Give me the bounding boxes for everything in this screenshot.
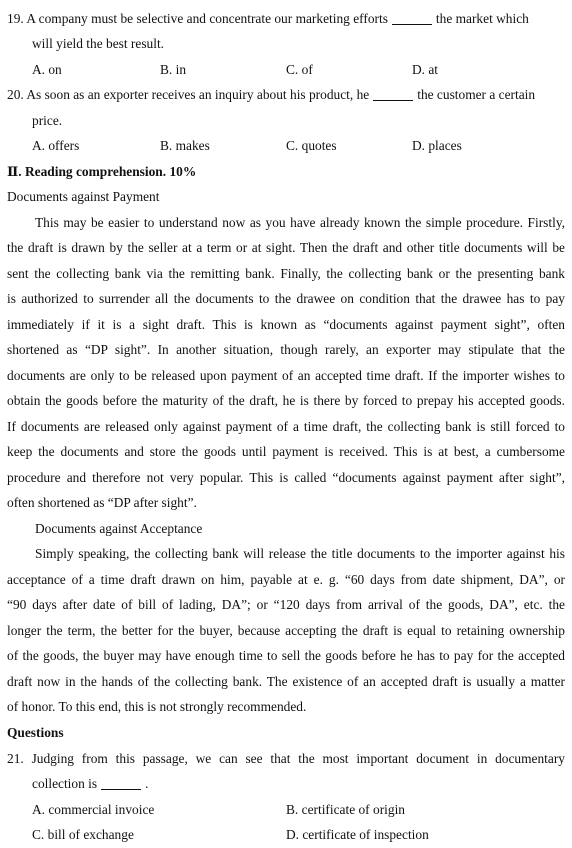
question-number: 19. — [7, 11, 24, 26]
option-c: C. bill of exchange — [32, 827, 134, 842]
paragraph-1-line: documents are only to be released upon payment of an accepted time draft. If the importer wishes to — [7, 368, 565, 383]
paragraph-1-line: keep the documents and store the goods until payment is received. This is at best, a cumbersome — [7, 444, 565, 459]
question-stem: A company must be selective and concentrate our marketing efforts — [26, 11, 388, 26]
option-c: C. of — [286, 62, 313, 77]
option-a: A. on — [32, 62, 62, 77]
answer-blank — [392, 10, 432, 25]
section-heading: Ⅱ. Reading comprehension. 10% — [7, 164, 197, 179]
option-b: B. makes — [160, 138, 210, 153]
question-stem: the customer a certain — [417, 87, 536, 102]
paragraph-2-line: Simply speaking, the collecting bank will release the title documents to the importer against his — [35, 546, 565, 561]
paragraph-1-line: immediately if it is a sight draft. This is known as “documents against payment sight”, often — [7, 317, 565, 332]
question-21-line-1 — [7, 746, 565, 772]
questions-heading: Questions — [7, 725, 64, 740]
question-stem: As soon as an exporter receives an inquiry about his product, he — [26, 87, 370, 102]
question-20-line-2: price. — [32, 113, 63, 128]
paragraph-2-line: of honor. To this end, this is not strongly recommended. — [7, 699, 307, 714]
question-19-line-2: will yield the best result. — [32, 36, 165, 51]
answer-blank — [373, 86, 413, 101]
paragraph-1-line: procedure and therefore not very popular. This is called “documents against payment after sight”, — [7, 470, 565, 485]
option-b: B. certificate of origin — [286, 802, 405, 817]
paragraph-1-line: obtain the goods before the maturity of the draft, he is there by forced to prepay his accepted goods. — [7, 393, 565, 408]
question-stem: the market which — [435, 11, 529, 26]
option-c: C. quotes — [286, 138, 337, 153]
question-number: 21. — [7, 751, 24, 766]
paragraph-1-line: the draft is drawn by the seller at a term or at sight. Then the draft and other title documents will be — [7, 240, 565, 255]
option-d: D. certificate of inspection — [286, 827, 429, 842]
paragraph-1-line: If documents are released only against payment of a time draft, the collecting bank is still forced to — [7, 419, 565, 434]
paragraph-2-line: acceptance of a time draft drawn on him, payable at e. g. “60 days from date shipment, DA”, or — [7, 572, 565, 587]
question-number: 20. — [7, 87, 24, 102]
paragraph-2-line: “90 days after date of bill of lading, DA”; or “120 days from arrival of the goods, DA”, etc. the — [7, 597, 565, 612]
subheading-da: Documents against Acceptance — [35, 521, 203, 536]
question-19-line-1 — [7, 6, 572, 32]
option-b: B. in — [160, 62, 187, 77]
question-stem-end: . — [145, 776, 149, 791]
paragraph-1-line: shortened as “DP sight”. In another situation, though rarely, an exporter may stipulate that the — [7, 342, 565, 357]
paragraph-1-line: sent the collecting bank via the remitting bank. Finally, the collecting bank or the presenting bank — [7, 266, 565, 281]
question-stem: collection is — [32, 776, 98, 791]
paragraph-2-line: draft now in the hands of the collecting bank. The existence of an accepted draft is usually a matter — [7, 674, 565, 689]
paragraph-1-line: is authorized to surrender all the documents to the drawee on condition that the drawee has to pay — [7, 291, 565, 306]
paragraph-2-line: of the goods, the buyer may have enough time to sell the goods before he has to pay for the accepted — [7, 648, 565, 663]
subheading-dp: Documents against Payment — [7, 189, 160, 204]
question-20-line-1 — [7, 82, 572, 108]
option-d: D. places — [412, 138, 462, 153]
paragraph-1-line: This may be easier to understand now as you have already known the simple procedure. Firstly, — [35, 215, 565, 230]
question-21-line-2 — [32, 771, 572, 797]
option-a: A. offers — [32, 138, 80, 153]
option-d: D. at — [412, 62, 439, 77]
answer-blank — [101, 775, 141, 790]
paragraph-1-line: often shortened as “DP after sight”. — [7, 495, 197, 510]
question-stem: Judging from this passage, we can see that the most important document in documentary — [31, 751, 565, 766]
option-a: A. commercial invoice — [32, 802, 155, 817]
paragraph-2-line: longer the term, the better for the buyer, because accepting the draft is equal to retaining ownership — [7, 623, 565, 638]
